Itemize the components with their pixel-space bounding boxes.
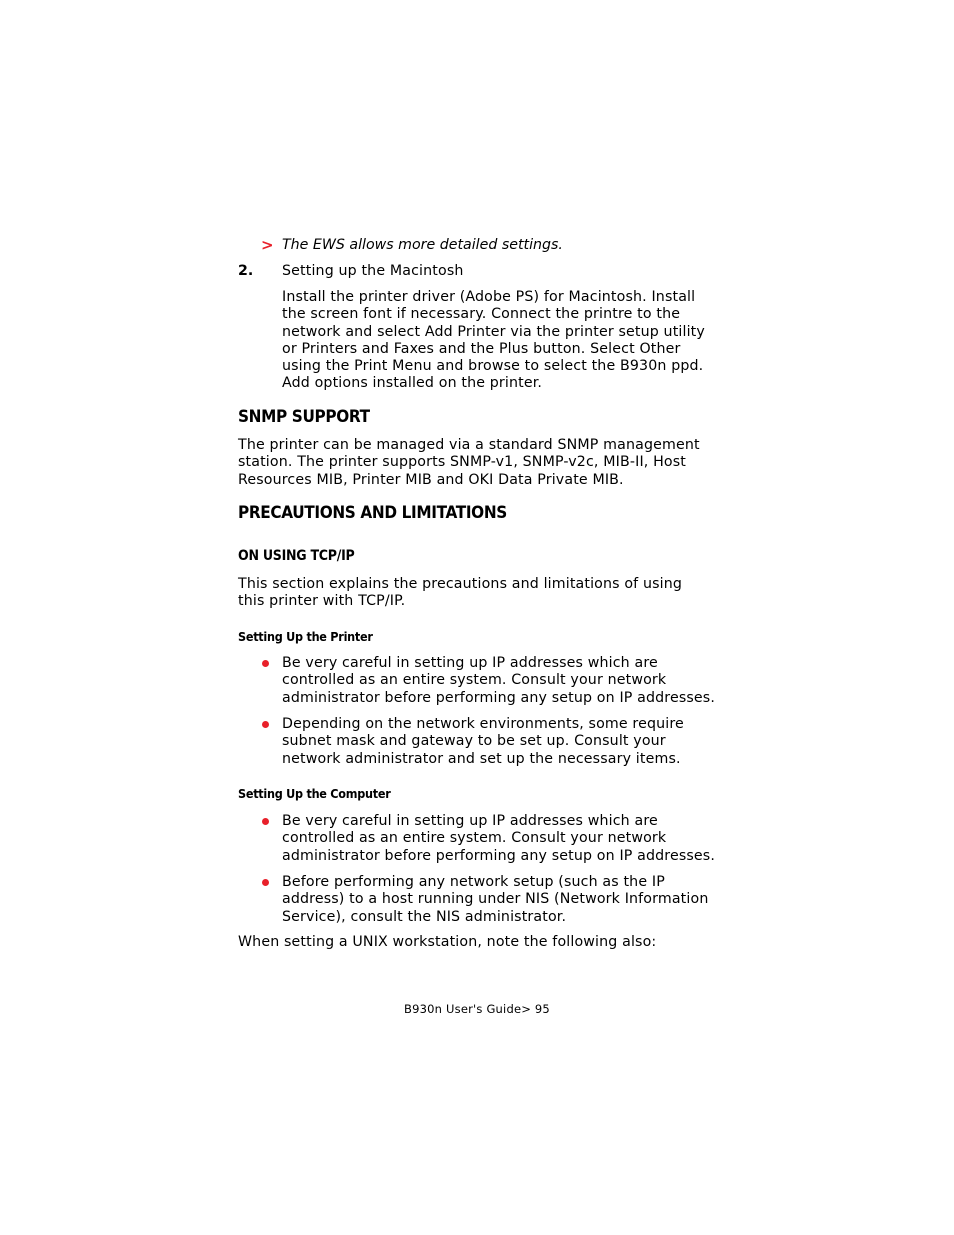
step-title: Setting up the Macintosh: [282, 263, 464, 279]
printer-bullet-2: Depending on the network environments, some require subnet mask and gateway to be set up. Consult your network administrator and set up the necessary items.: [282, 716, 684, 767]
bullet-icon: [262, 879, 269, 886]
subheading-computer: Setting Up the Computer: [238, 786, 391, 801]
subsection-heading-tcpip: ON USING TCP/IP: [238, 548, 355, 564]
subheading-printer: Setting Up the Printer: [238, 629, 373, 644]
step-body: Install the printer driver (Adobe PS) for Macintosh. Install the screen font if necessary. Connect the printre to the network and select Add Printer via the printer setup utility or Printers and Faxes and the Plus button. Select Other using the Print Menu and browse to select the B930n ppd. Add options installed on the printer.: [282, 289, 705, 392]
bullet-icon: [262, 721, 269, 728]
snmp-body: The printer can be managed via a standard SNMP management station. The printer supports SNMP-v1, SNMP-v2c, MIB-II, Host Resources MIB, Printer MIB and OKI Data Private MIB.: [238, 437, 700, 488]
printer-bullet-1: Be very careful in setting up IP addresses which are controlled as an entire system. Consult your network administrator before performing any setup on IP addresses.: [282, 655, 716, 706]
computer-bullet-2: Before performing any network setup (such as the IP address) to a host running under NIS (Network Information Service), consult the NIS administrator.: [282, 874, 709, 925]
closing-text: When setting a UNIX workstation, note the following also:: [238, 934, 657, 950]
note-text: The EWS allows more detailed settings.: [282, 237, 563, 253]
note-arrow-icon: >: [261, 236, 274, 254]
computer-bullet-1: Be very careful in setting up IP addresses which are controlled as an entire system. Consult your network administrator before performing any setup on IP addresses.: [282, 813, 716, 864]
bullet-icon: [262, 660, 269, 667]
page-footer: B930n User's Guide> 95: [404, 1002, 550, 1016]
tcpip-body: This section explains the precautions and limitations of using this printer with TCP/IP.: [238, 576, 683, 610]
step-number: 2.: [238, 263, 254, 279]
section-heading-snmp: SNMP SUPPORT: [238, 407, 370, 427]
section-heading-precautions: PRECAUTIONS AND LIMITATIONS: [238, 503, 507, 523]
bullet-icon: [262, 818, 269, 825]
